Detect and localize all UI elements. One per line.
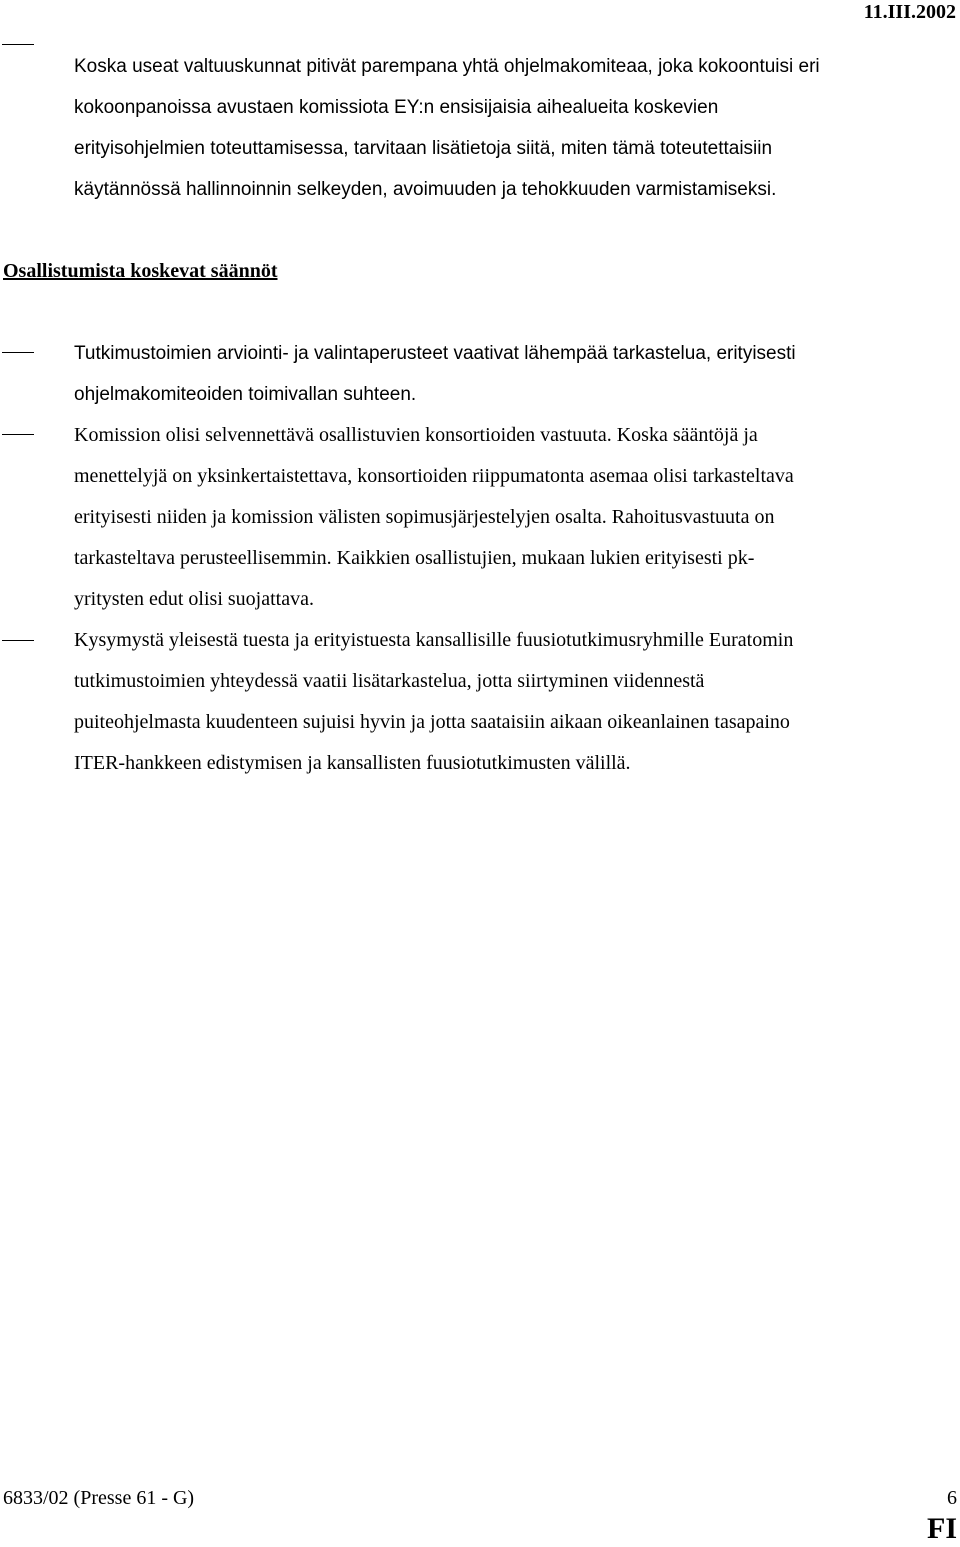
text-line: puiteohjelmasta kuudenteen sujuisi hyvin ja jotta saataisiin aikaan oikeanlainen tasapaino: [74, 711, 790, 733]
rule-bullet-2-text: [74, 415, 960, 620]
footer-reference: 6833/02 (Presse 61 - G): [3, 1487, 195, 1509]
text-line: tarkasteltava perusteellisemmin. Kaikkien osallistujien, mukaan lukien erityisesti pk-: [74, 547, 755, 569]
intro-bullet-text: [74, 46, 960, 210]
text-line: Tutkimustoimien arviointi- ja valintaperusteet vaativat lähempää tarkastelua, erityisesti: [74, 343, 796, 364]
text-line: menettelyjä on yksinkertaistettava, konsortioiden riippumatonta asemaa olisi tarkasteltava: [74, 465, 794, 487]
text-line: erityisesti niiden ja komission välisten sopimusjärjestelyjen osalta. Rahoitusvastuuta on: [74, 506, 775, 528]
rule-bullet-1-text: [74, 333, 960, 415]
document-date: 11.III.2002: [863, 1, 956, 23]
text-line: tutkimustoimien yhteydessä vaatii lisätarkastelua, jotta siirtyminen viidennestä: [74, 670, 705, 692]
dash-bullet-marker: [2, 434, 34, 435]
footer-language-code: FI: [927, 1512, 957, 1545]
dash-bullet-marker: [2, 352, 34, 353]
text-line: Koska useat valtuuskunnat pitivät parempana yhtä ohjelmakomiteaa, joka kokoontuisi eri: [74, 56, 820, 77]
text-line: käytännössä hallinnoinnin selkeyden, avoimuuden ja tehokkuuden varmistamiseksi.: [74, 179, 777, 200]
text-line: yritysten edut olisi suojattava.: [74, 588, 314, 610]
dash-bullet-marker: [2, 640, 34, 641]
text-line: erityisohjelmien toteuttamisessa, tarvitaan lisätietoja siitä, miten tämä toteutettaisiin: [74, 138, 773, 159]
rule-bullet-3-text: [74, 620, 960, 784]
dash-bullet-marker: [2, 44, 34, 45]
text-line: ohjelmakomiteoiden toimivallan suhteen.: [74, 384, 417, 405]
text-line: kokoonpanoissa avustaen komissiota EY:n ensisijaisia aihealueita koskevien: [74, 97, 719, 118]
text-line: Komission olisi selvennettävä osallistuvien konsortioiden vastuuta. Koska sääntöjä ja: [74, 424, 758, 446]
text-line: ITER-hankkeen edistymisen ja kansallisten fuusiotutkimusten välillä.: [74, 752, 631, 774]
footer-page-number: 6: [947, 1487, 957, 1509]
text-line: Kysymystä yleisestä tuesta ja erityistuesta kansallisille fuusiotutkimusryhmille Euratomin: [74, 629, 794, 651]
section-heading: Osallistumista koskevat säännöt: [3, 260, 278, 282]
